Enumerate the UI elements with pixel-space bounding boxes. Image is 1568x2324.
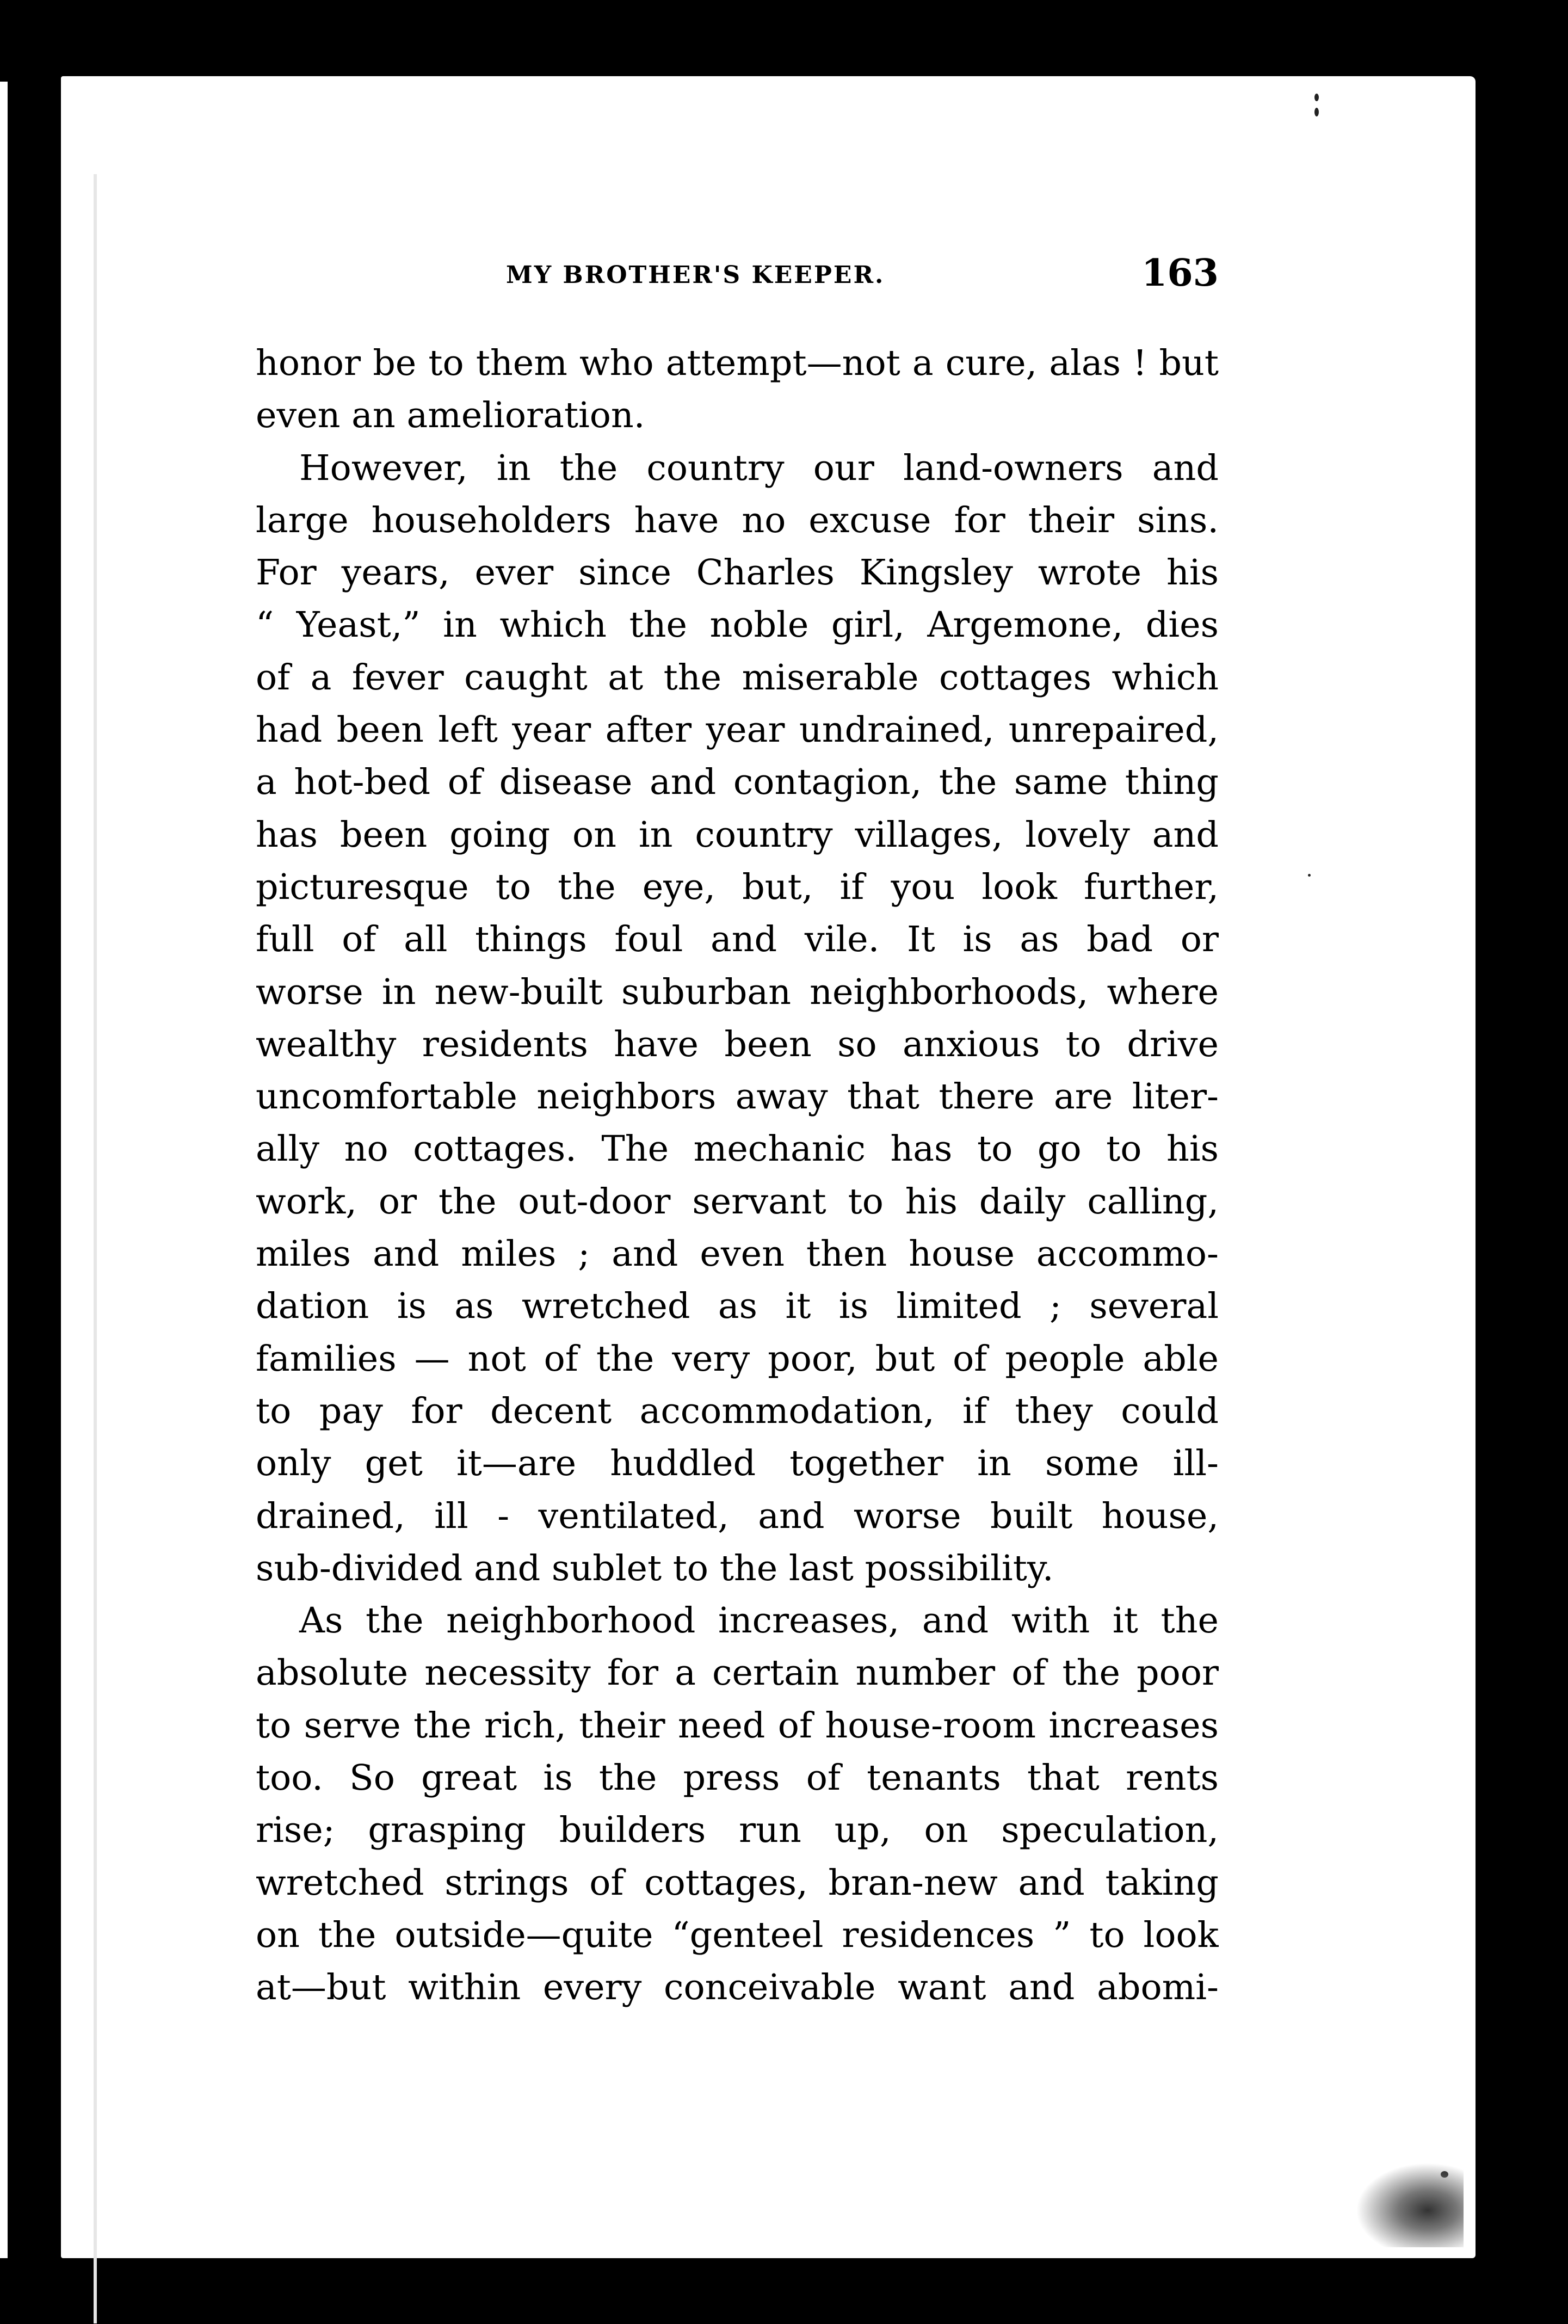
text-line: sub-divided and sublet to the last possibility.	[256, 1548, 1054, 1589]
ink-speck	[1314, 108, 1319, 116]
gutter-shadow	[94, 174, 97, 2323]
text-line: rise; grasping builders run up, on speculation,	[256, 1810, 1219, 1851]
text-line: wealthy residents have been so anxious to drive	[256, 1024, 1219, 1065]
text-line: at—but within every conceivable want and abomi-	[256, 1967, 1219, 2008]
text-line: large householders have no excuse for their sins.	[256, 500, 1219, 541]
text-line: even an amelioration.	[256, 395, 645, 436]
text-line: to serve the rich, their need of house-room increases	[256, 1705, 1219, 1746]
text-line: picturesque to the eye, but, if you look further,	[256, 866, 1219, 908]
text-line: absolute necessity for a certain number of the poor	[256, 1653, 1219, 1694]
text-line: to pay for decent accommodation, if they could	[256, 1390, 1219, 1432]
ink-speck	[1314, 94, 1319, 101]
paragraph	[256, 337, 1219, 442]
body-text	[256, 337, 1219, 2014]
text-line: miles and miles ; and even then house accommo-	[256, 1234, 1219, 1275]
text-line: families — not of the very poor, but of people able	[256, 1338, 1219, 1379]
text-line: too. So great is the press of tenants that rents	[256, 1758, 1219, 1799]
page-number: 163	[1141, 251, 1219, 295]
text-line: “ Yeast,” in which the noble girl, Argemone, dies	[256, 605, 1219, 646]
text-line: of a fever caught at the miserable cottages which	[256, 657, 1219, 698]
text-line: drained, ill - ventilated, and worse built house,	[256, 1495, 1219, 1537]
text-line: uncomfortable neighbors away that there are liter-	[256, 1076, 1219, 1118]
ink-speck	[1308, 874, 1311, 877]
text-line: For years, ever since Charles Kingsley wrote his	[256, 552, 1219, 594]
text-line: honor be to them who attempt—not a cure, alas ! but	[256, 343, 1219, 384]
text-line: had been left year after year undrained, unrepaired,	[256, 710, 1219, 751]
text-line: full of all things foul and vile. It is as bad or	[256, 919, 1219, 960]
paragraph	[256, 442, 1219, 1595]
text-line: worse in new-built suburban neighborhoods, where	[256, 971, 1219, 1013]
text-line: dation is as wretched as it is limited ; several	[256, 1286, 1219, 1327]
text-line: ally no cottages. The mechanic has to go to his	[256, 1129, 1219, 1170]
text-line: However, in the country our land-owners and	[299, 447, 1219, 489]
text-line: work, or the out-door servant to his daily calling,	[256, 1181, 1219, 1222]
text-line: wretched strings of cottages, bran-new and taking	[256, 1862, 1219, 1903]
text-line: only get it—are huddled together in some ill-	[256, 1443, 1219, 1484]
paragraph	[256, 1595, 1219, 2014]
corner-smudge	[1344, 2155, 1464, 2247]
running-title: MY BROTHER'S KEEPER.	[506, 261, 885, 289]
text-line: a hot-bed of disease and contagion, the same thing	[256, 762, 1219, 803]
page-edge	[0, 82, 8, 2258]
text-line: As the neighborhood increases, and with it the	[299, 1600, 1219, 1642]
text-line: on the outside—quite “genteel residences ” to look	[256, 1914, 1219, 1956]
text-line: has been going on in country villages, lovely and	[256, 814, 1219, 855]
running-header	[256, 251, 1219, 295]
